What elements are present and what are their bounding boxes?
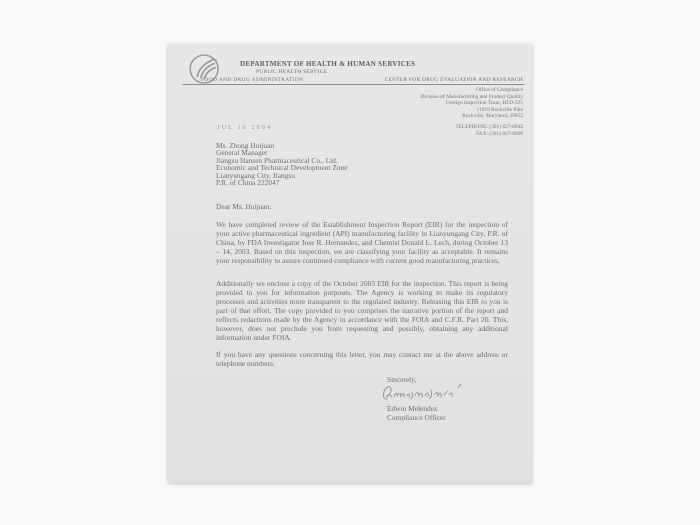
letterhead-department: DEPARTMENT OF HEALTH & HUMAN SERVICES xyxy=(240,60,416,68)
recipient-address xyxy=(216,142,348,186)
letterhead-divider xyxy=(182,84,524,85)
recipient-line: P.R. of China 222047 xyxy=(216,178,280,188)
letterhead-center: CENTER FOR DRUG EVALUATION AND RESEARCH xyxy=(384,76,523,83)
signer-title: Compliance Officer xyxy=(387,413,446,422)
recipient-line: Economic and Technical Development Zone xyxy=(216,163,348,173)
letterhead-phone-block xyxy=(455,124,523,137)
letter-page xyxy=(168,44,532,483)
date-stamp: JUL 16 2004 xyxy=(217,124,273,131)
fax-line: FAX: (301) 827-8908 xyxy=(476,130,523,137)
office-line: 11919 Rockville Pike xyxy=(476,106,523,113)
telephone-line: TELEPHONE: (301) 827-8942 xyxy=(455,124,523,130)
valediction: Sincerely, xyxy=(387,375,417,384)
office-line: Rockville, Maryland, 20852 xyxy=(462,113,523,120)
signer-name: Edwin Melendez xyxy=(387,404,438,413)
salutation: Dear Ms. Huijuan: xyxy=(216,202,272,211)
letter-paragraph: We have completed review of the Establishment Inspection Report (EIR) for the inspection of your active pharmaceutical ingredient (API) manufacturing facility in Lianyungang City, P.R. of China, by FDA Investigator Jose R. Hernandez, and Chemist Donald L. Lech, during October 13 – 14, 2003. Based on this inspection, we are classifying your facility as acceptable. It remains your responsibility to assure continued compliance with current good manufacturing practices. xyxy=(216,220,508,265)
letterhead-administration: FOOD AND DRUG ADMINISTRATION xyxy=(201,76,304,83)
office-line: Foreign Inspection Team, HFD-325 xyxy=(445,100,523,107)
recipient-line: General Manager xyxy=(216,148,268,158)
recipient-line: Ms. Zhong Huijuan xyxy=(216,141,275,150)
letter-paragraph: If you have any questions concerning this letter, you may contact me at the above address or telephone numbers. xyxy=(216,350,508,368)
letter-scan-content xyxy=(168,44,532,483)
recipient-line: Lianyungang City, Jiangsu xyxy=(216,170,295,180)
letter-paragraph: Additionally we enclose a copy of the October 2003 EIR for the inspection. This report is being provided to you for information purposes. The Agency is working to make its regulatory processes and activities more transparent to the regulated industry. Releasing this EIR to you is part of that effort. The copy provided to you comprises the narrative portion of the report and reflects redactions made by the Agency in accordance with the FOIA and C.F.R. Part 20. This, however, does not preclude you from requesting and possibly, obtaining any additional information under FOIA. xyxy=(216,279,508,342)
office-line: Office of Compliance xyxy=(476,87,523,93)
letterhead-office-address xyxy=(420,87,523,120)
office-line: Division of Manufacturing and Product Quality xyxy=(420,93,523,100)
edwin-melendez-handwritten-signature xyxy=(379,382,467,406)
recipient-line: Jiangsu Hansen Pharmaceutical Co., Ltd. xyxy=(216,155,338,165)
letterhead-service: PUBLIC HEALTH SERVICE xyxy=(256,68,328,75)
